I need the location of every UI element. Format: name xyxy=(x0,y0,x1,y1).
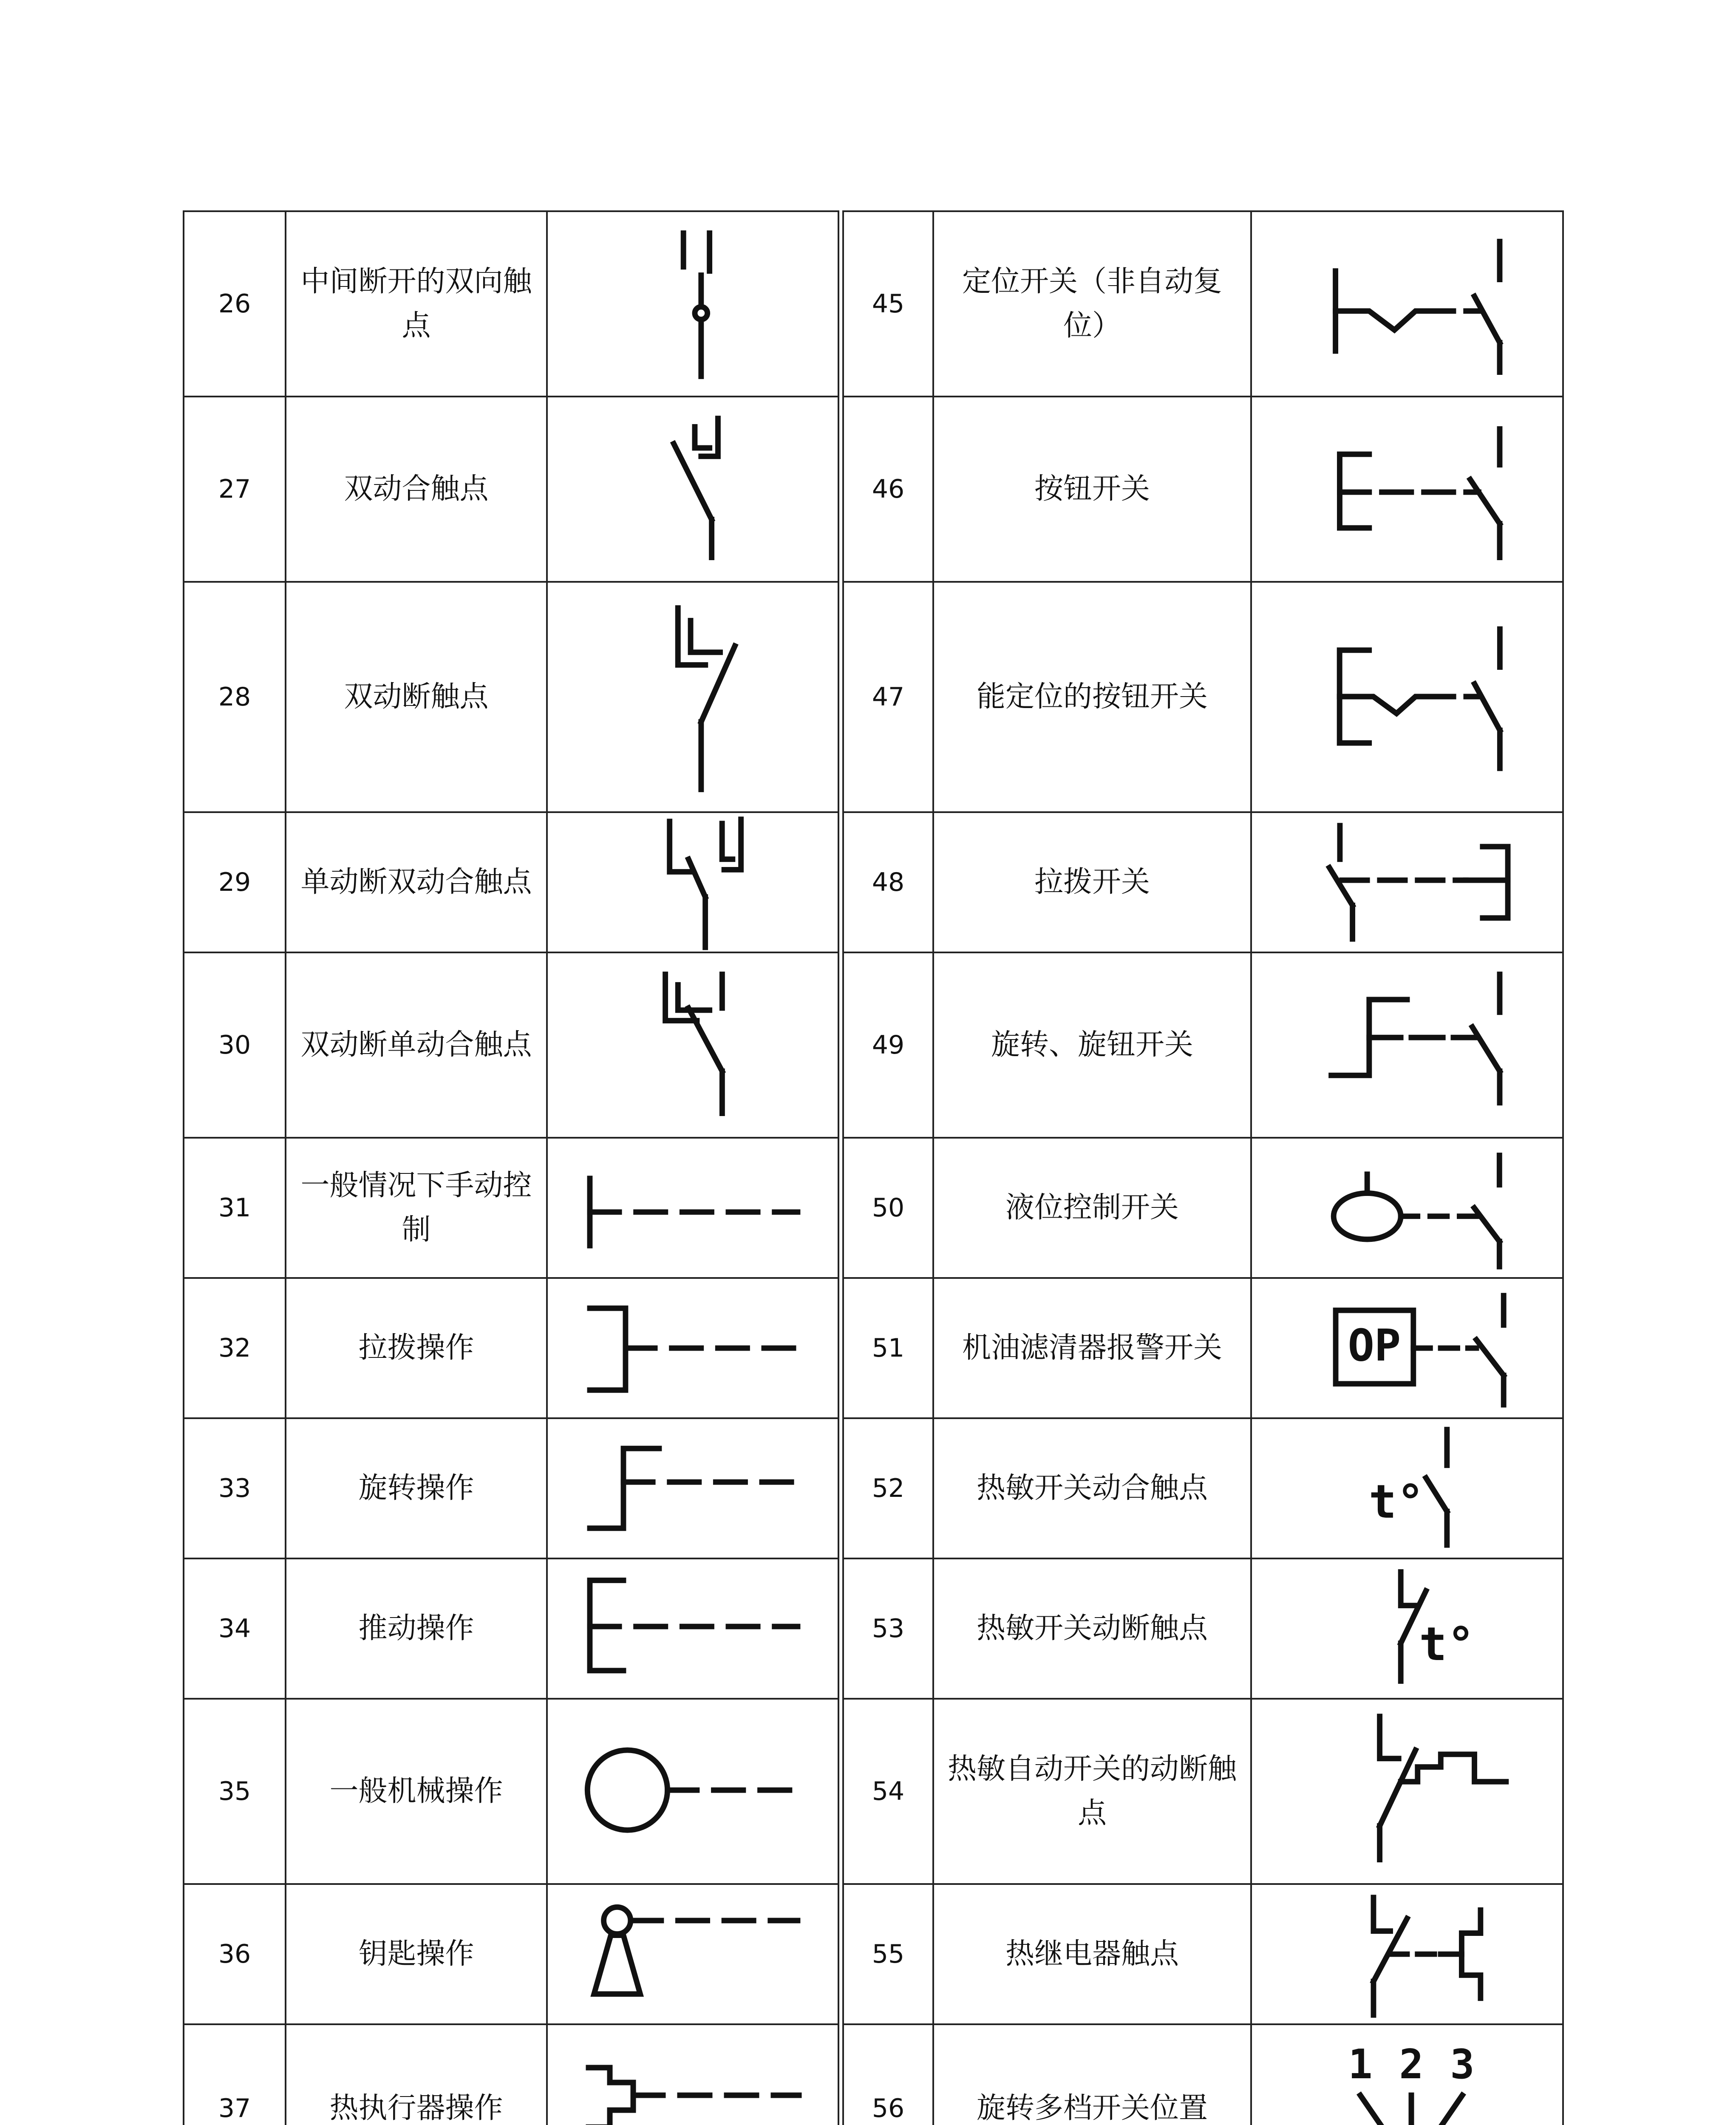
symbol-name: 机油滤清器报警开关 xyxy=(932,1279,1250,1417)
oil-filter-alarm-switch-icon xyxy=(1250,1279,1562,1417)
symbol-table-left xyxy=(183,210,839,2125)
row-number: 54 xyxy=(872,1776,905,1806)
row-number: 29 xyxy=(218,867,251,897)
table-row xyxy=(844,2025,1562,2125)
table-row xyxy=(184,583,838,813)
symbol-name: 一般情况下手动控制 xyxy=(285,1139,546,1277)
row-number: 28 xyxy=(218,682,251,712)
row-number: 26 xyxy=(218,289,251,319)
temperature-label: t° xyxy=(1419,1617,1475,1672)
manual-control-icon xyxy=(546,1139,838,1277)
symbol-name: 双动断触点 xyxy=(285,583,546,811)
double-make-contact-icon xyxy=(546,397,838,581)
table-row xyxy=(184,397,838,583)
row-number: 50 xyxy=(872,1193,905,1223)
row-number: 27 xyxy=(218,474,251,504)
push-button-switch-icon xyxy=(1250,397,1562,581)
symbol-name: 热敏开关动合触点 xyxy=(932,1419,1250,1558)
table-row xyxy=(184,2025,838,2125)
symbol-name: 液位控制开关 xyxy=(932,1139,1250,1277)
table-row xyxy=(844,1279,1562,1419)
row-number: 53 xyxy=(872,1614,905,1643)
symbol-name: 热继电器触点 xyxy=(932,1885,1250,2023)
table-row xyxy=(844,1139,1562,1279)
two-way-contact-center-off-icon xyxy=(546,212,838,396)
symbol-name: 一般机械操作 xyxy=(285,1700,546,1883)
table-row xyxy=(844,397,1562,583)
position-label-1: 1 xyxy=(1348,2041,1373,2088)
row-number: 30 xyxy=(218,1030,251,1060)
symbol-name: 能定位的按钮开关 xyxy=(932,583,1250,811)
symbol-name: 拉拨操作 xyxy=(285,1279,546,1417)
symbol-table-right xyxy=(842,210,1564,2125)
symbol-name: 双动合触点 xyxy=(285,397,546,581)
table-row xyxy=(184,1139,838,1279)
symbol-name: 双动断单动合触点 xyxy=(285,953,546,1137)
rotary-switch-icon xyxy=(1250,953,1562,1137)
symbol-name: 中间断开的双向触点 xyxy=(285,212,546,396)
table-row xyxy=(844,1885,1562,2025)
row-number: 49 xyxy=(872,1030,905,1060)
thermal-actuator-operation-icon xyxy=(546,2025,838,2125)
row-number: 46 xyxy=(872,474,905,504)
table-row xyxy=(184,1419,838,1559)
thermal-break-contact-icon xyxy=(1250,1559,1562,1698)
table-row xyxy=(184,1279,838,1419)
symbol-name: 热敏开关动断触点 xyxy=(932,1559,1250,1698)
symbol-name: 拉拨开关 xyxy=(932,813,1250,952)
position-label-2: 2 xyxy=(1399,2041,1424,2088)
table-row xyxy=(844,1559,1562,1700)
row-number: 31 xyxy=(218,1193,251,1223)
row-number: 32 xyxy=(218,1333,251,1363)
symbol-name: 旋转、旋钮开关 xyxy=(932,953,1250,1137)
latching-push-button-switch-icon xyxy=(1250,583,1562,811)
symbol-name: 按钮开关 xyxy=(932,397,1250,581)
rotary-operation-icon xyxy=(546,1419,838,1558)
push-operation-icon xyxy=(546,1559,838,1698)
row-number: 36 xyxy=(218,1939,251,1969)
table-row xyxy=(184,1885,838,2025)
table-row xyxy=(184,212,838,397)
row-number: 52 xyxy=(872,1473,905,1503)
liquid-level-switch-icon xyxy=(1250,1139,1562,1277)
symbol-name: 热敏自动开关的动断触点 xyxy=(932,1700,1250,1883)
multi-position-rotary-switch-icon xyxy=(1250,2025,1562,2125)
row-number: 47 xyxy=(872,682,905,712)
symbol-name: 热执行器操作 xyxy=(285,2025,546,2125)
double-break-single-make-contact-icon xyxy=(546,953,838,1137)
table-row xyxy=(844,583,1562,813)
row-number: 55 xyxy=(872,1939,905,1969)
table-row xyxy=(844,953,1562,1139)
thermal-auto-break-contact-icon xyxy=(1250,1700,1562,1883)
position-label-3: 3 xyxy=(1450,2041,1475,2088)
symbol-name: 钥匙操作 xyxy=(285,1885,546,2023)
symbol-name: 推动操作 xyxy=(285,1559,546,1698)
oil-pressure-label: OP xyxy=(1348,1320,1401,1371)
pull-switch-icon xyxy=(1250,813,1562,952)
row-number: 45 xyxy=(872,289,905,319)
thermal-make-contact-icon xyxy=(1250,1419,1562,1558)
symbol-name: 旋转多档开关位置 xyxy=(932,2025,1250,2125)
table-row xyxy=(184,953,838,1139)
symbol-name: 单动断双动合触点 xyxy=(285,813,546,952)
table-row xyxy=(844,1419,1562,1559)
table-row xyxy=(844,212,1562,397)
key-operation-icon xyxy=(546,1885,838,2023)
row-number: 48 xyxy=(872,867,905,897)
table-row xyxy=(184,1700,838,1885)
symbol-name: 定位开关（非自动复位） xyxy=(932,212,1250,396)
row-number: 37 xyxy=(218,2093,251,2123)
thermal-relay-contact-icon xyxy=(1250,1885,1562,2023)
table-row xyxy=(184,1559,838,1700)
row-number: 56 xyxy=(872,2093,905,2123)
table-row xyxy=(844,813,1562,953)
double-break-contact-icon xyxy=(546,583,838,811)
table-row xyxy=(844,1700,1562,1885)
mechanical-operation-icon xyxy=(546,1700,838,1883)
latching-switch-icon xyxy=(1250,212,1562,396)
row-number: 34 xyxy=(218,1614,251,1643)
single-break-double-make-contact-icon xyxy=(546,813,838,952)
symbol-name: 旋转操作 xyxy=(285,1419,546,1558)
temperature-label: t° xyxy=(1368,1475,1424,1529)
table-row xyxy=(184,813,838,953)
row-number: 51 xyxy=(872,1333,905,1363)
row-number: 35 xyxy=(218,1776,251,1806)
row-number: 33 xyxy=(218,1473,251,1503)
pull-operation-icon xyxy=(546,1279,838,1417)
